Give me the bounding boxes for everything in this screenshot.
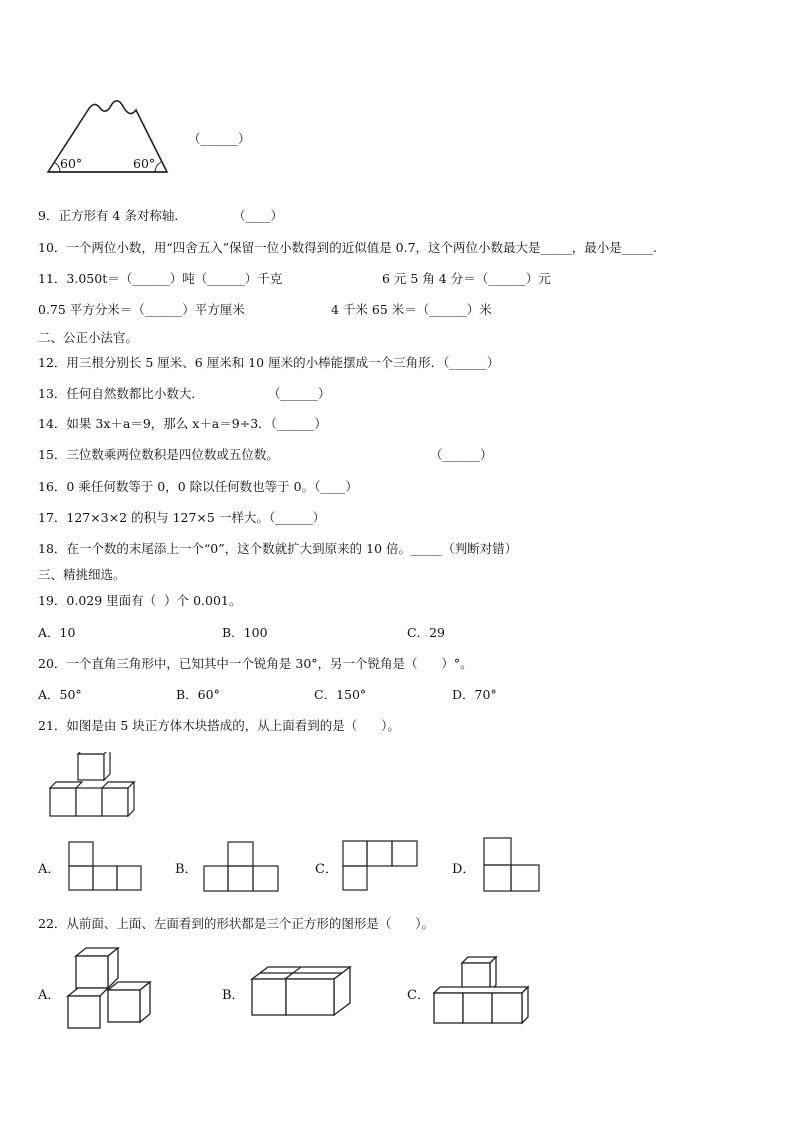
question-20: 20．一个直角三角形中，已知其中一个锐角是 30°，另一个锐角是（ ）°。 xyxy=(38,656,473,671)
question-16: 16．0 乘任何数等于 0，0 除以任何数也等于 0。（____） xyxy=(38,479,358,494)
q21-option-b-grid[interactable] xyxy=(203,841,281,893)
q21-option-d[interactable]: D． xyxy=(452,862,476,877)
question-11d: 4 千米 65 米＝（______）米 xyxy=(331,302,492,317)
question-9: 9．正方形有 4 条对称轴． xyxy=(38,208,187,223)
q22-option-c-figure[interactable] xyxy=(432,955,532,1027)
question-11c: 0.75 平方分米＝（______）平方厘米 xyxy=(38,302,245,317)
angle-left-label: 60° xyxy=(60,156,83,171)
question-15: 15．三位数乘两位数积是四位数或五位数。 xyxy=(38,447,279,462)
question-11a: 11．3.050t＝（______）吨（______）千克 xyxy=(38,271,283,286)
q8-answer-blank[interactable]: （______） xyxy=(188,131,251,146)
q20-option-b[interactable]: B．60° xyxy=(176,687,220,702)
q21-option-a[interactable]: A． xyxy=(38,862,61,877)
q22-option-a[interactable]: A． xyxy=(38,988,61,1003)
question-11b: 6 元 5 角 4 分＝（______）元 xyxy=(382,271,551,286)
q20-option-d[interactable]: D．70° xyxy=(452,687,497,702)
q19-option-b[interactable]: B．100 xyxy=(222,625,268,640)
q21-option-d-grid[interactable] xyxy=(483,837,543,893)
angle-right-label: 60° xyxy=(133,156,156,171)
q9-answer-blank[interactable]: （____） xyxy=(233,208,284,223)
question-12: 12．用三根分别长 5 厘米、6 厘米和 10 厘米的小棒能摆成一个三角形．（______） xyxy=(38,355,500,370)
question-14: 14．如果 3x＋a＝9，那么 x＋a＝9÷3．（______） xyxy=(38,416,327,431)
q21-option-c-grid[interactable] xyxy=(342,840,420,892)
q22-option-a-figure[interactable] xyxy=(66,946,154,1034)
section-3-heading: 三、精挑细选。 xyxy=(38,567,126,582)
q15-answer-blank[interactable]: （______） xyxy=(430,447,493,462)
q22-option-b-figure[interactable] xyxy=(250,963,352,1019)
q21-cube-stack-figure xyxy=(44,752,139,820)
q21-option-b[interactable]: B． xyxy=(175,862,198,877)
question-21: 21．如图是由 5 块正方体木块搭成的，从上面看到的是（ ）。 xyxy=(38,718,400,733)
question-19: 19．0.029 里面有（ ）个 0.001。 xyxy=(38,593,242,608)
question-22: 22．从前面、上面、左面看到的形状都是三个正方形的图形是（ ）。 xyxy=(38,916,434,931)
question-10: 10．一个两位小数，用“四舍五入”保留一位小数得到的近似值是 0.7，这个两位小数最大是_____，最小是_____. xyxy=(38,240,658,255)
q20-option-c[interactable]: C．150° xyxy=(314,687,367,702)
q21-option-c[interactable]: C． xyxy=(315,862,338,877)
q22-option-c[interactable]: C． xyxy=(407,988,430,1003)
q13-answer-blank[interactable]: （______） xyxy=(268,386,331,401)
question-17: 17．127×3×2 的积与 127×5 一样大。（______） xyxy=(38,510,326,525)
question-13: 13．任何自然数都比小数大． xyxy=(38,386,204,401)
section-2-heading: 二、公正小法官。 xyxy=(38,330,139,345)
q19-option-a[interactable]: A．10 xyxy=(38,625,76,640)
q20-option-a[interactable]: A．50° xyxy=(38,687,82,702)
q19-option-c[interactable]: C．29 xyxy=(407,625,445,640)
q22-option-b[interactable]: B． xyxy=(222,988,245,1003)
q21-option-a-grid[interactable] xyxy=(68,841,144,893)
question-18: 18．在一个数的末尾添上一个“0”，这个数就扩大到原来的 10 倍。_____（判断对错） xyxy=(38,541,518,556)
